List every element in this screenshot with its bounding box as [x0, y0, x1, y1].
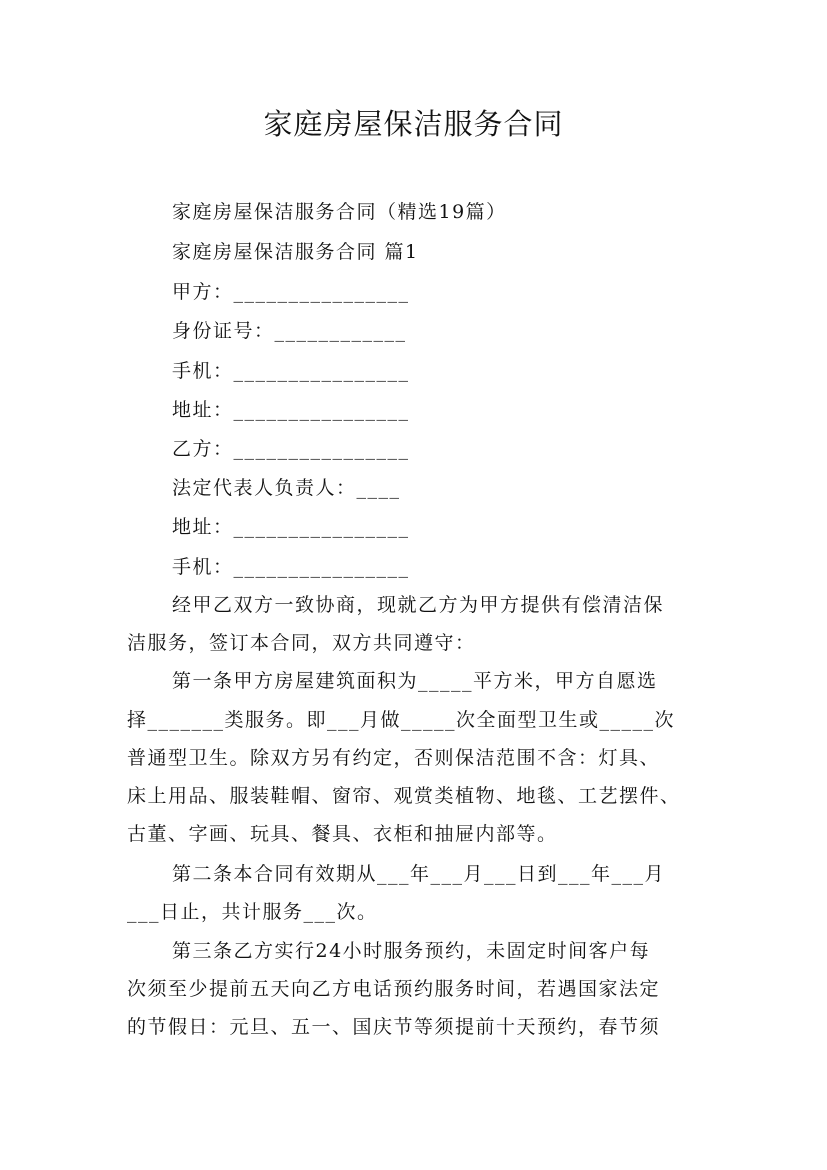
- document-title: 家庭房屋保洁服务合同: [263, 107, 564, 141]
- paragraph-line: 第二条本合同有效期从___年___月___日到___年___月: [172, 863, 666, 885]
- party-b-field: 乙方：________________: [172, 438, 410, 460]
- paragraph-line: 古董、字画、玩具、餐具、衣柜和抽屉内部等。: [127, 823, 558, 845]
- paragraph-line: 第三条乙方实行24小时服务预约，未固定时间客户每: [172, 940, 651, 962]
- paragraph-line: 择_______类服务。即___月做_____次全面型卫生或_____次: [127, 709, 676, 731]
- id-number-field: 身份证号：____________: [172, 320, 407, 342]
- legal-representative-field: 法定代表人负责人：____: [172, 477, 401, 499]
- paragraph-line: ___日止，共计服务___次。: [127, 901, 378, 923]
- party-b-address-field: 地址：________________: [172, 516, 410, 538]
- party-a-field: 甲方：________________: [172, 281, 410, 303]
- party-a-phone-field: 手机：________________: [172, 360, 410, 382]
- subtitle-line: 家庭房屋保洁服务合同（精选19篇）: [172, 201, 507, 223]
- paragraph-line: 次须至少提前五天向乙方电话预约服务时间，若遇国家法定: [127, 978, 661, 1000]
- party-b-phone-field: 手机：________________: [172, 556, 410, 578]
- paragraph-line: 洁服务，签订本合同，双方共同遵守：: [127, 632, 476, 654]
- paragraph-line: 第一条甲方房屋建筑面积为_____平方米，甲方自愿选: [172, 670, 658, 692]
- paragraph-line: 经甲乙双方一致协商，现就乙方为甲方提供有偿清洁保: [172, 594, 665, 616]
- party-a-address-field: 地址：________________: [172, 399, 410, 421]
- paragraph-line: 床上用品、服装鞋帽、窗帘、观赏类植物、地毯、工艺摆件、: [127, 785, 681, 807]
- section-heading: 家庭房屋保洁服务合同 篇1: [172, 241, 419, 263]
- paragraph-line: 的节假日：元旦、五一、国庆节等须提前十天预约，春节须: [127, 1016, 661, 1038]
- paragraph-line: 普通型卫生。除双方另有约定，否则保洁范围不含：灯具、: [127, 747, 661, 769]
